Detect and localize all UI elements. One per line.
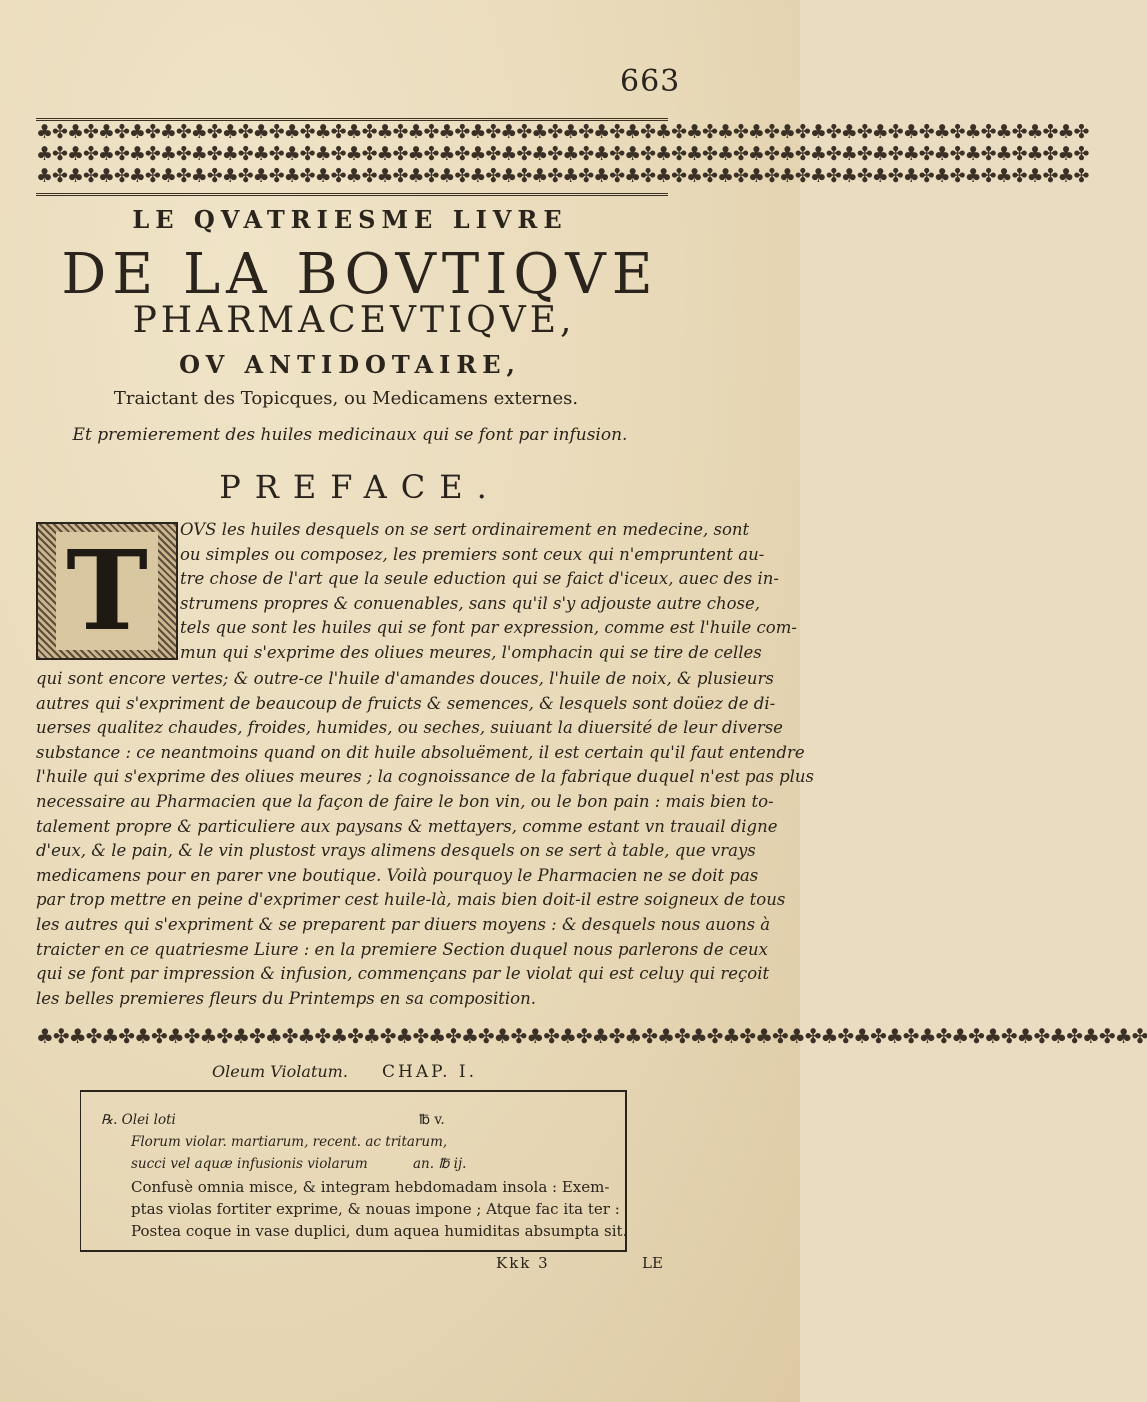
text-line-last: les belles premieres fleurs du Printemps en sa composition.	[36, 988, 536, 1008]
recipe-line-3: succi vel aquæ infusionis violarum	[131, 1156, 368, 1172]
text-line: par trop mettre en peine d'exprimer cest huile-là, mais bien doit-il estre soigneux de tous	[36, 890, 786, 910]
text-line: mun qui s'exprime des oliues meures, l'omphacin qui se tire de celles	[180, 642, 762, 662]
ornament-row: ♣✤♣✤♣✤♣✤♣✤♣✤♣✤♣✤♣✤♣✤♣✤♣✤♣✤♣✤♣✤♣✤♣✤♣✤♣✤♣✤♣✤♣✤♣✤♣✤♣✤♣✤♣✤♣✤♣✤♣✤♣✤♣✤♣✤♣✤	[36, 121, 1089, 143]
recipe-text-line: ptas violas fortiter exprime, & nouas impone ; Atque fac ita ter :	[131, 1200, 620, 1218]
signature-mark: Kkk 3	[496, 1254, 550, 1272]
recipe-line-2: Florum violar. martiarum, recent. ac tritarum,	[131, 1134, 448, 1150]
ornamental-divider: ♣✤♣✤♣✤♣✤♣✤♣✤♣✤♣✤♣✤♣✤♣✤♣✤♣✤♣✤♣✤♣✤♣✤♣✤♣✤♣✤♣✤♣✤♣✤♣✤♣✤♣✤♣✤♣✤♣✤♣✤♣✤♣✤♣✤♣✤	[36, 1024, 1147, 1048]
text-line: traicter en ce quatriesme Liure : en la premiere Section duquel nous parlerons de ceux	[36, 939, 768, 959]
text-line: strumens propres & conuenables, sans qu'il s'y adjouste autre chose,	[180, 593, 761, 613]
chapter-label: CHAP. I.	[382, 1062, 478, 1082]
text-line: tels que sont les huiles qui se font par expression, comme est l'huile com-	[180, 618, 797, 638]
text-line: uerses qualitez chaudes, froides, humides, ou seches, suiuant la diuersité de leur diverse	[36, 718, 783, 738]
text-line: autres qui s'expriment de beaucoup de fruicts & semences, & lesquels sont doüez de di-	[36, 693, 776, 713]
text-line: OVS les huiles desquels on se sert ordinairement en medecine, sont	[180, 520, 750, 539]
recipe-line-1: ℞. Olei loti	[101, 1112, 176, 1128]
title-line-4: OV ANTIDOTAIRE,	[179, 350, 521, 379]
text-line: qui se font par impression & infusion, commençans par le violat qui est celuy qui reçoit	[36, 964, 770, 984]
recipe-box	[80, 1090, 627, 1252]
preface-text-beside-initial	[180, 518, 797, 666]
text-line: tre chose de l'art que la seule eduction qui se faict d'iceux, auec des in-	[180, 569, 779, 589]
text-line: les autres qui s'expriment & se preparent par diuers moyens : & desquels nous auons à	[36, 914, 771, 934]
catchword: LE	[642, 1254, 663, 1272]
preface-heading: PREFACE.	[219, 468, 501, 506]
text-line: medicamens pour en parer vne boutique. Voilà pourquoy le Pharmacien ne se doit pas	[36, 865, 759, 885]
title-italic-line: Et premierement des huiles medicinaux qui se font par infusion.	[72, 425, 628, 445]
decorated-initial	[36, 522, 178, 660]
text-line: talement propre & particuliere aux paysans & mettayers, comme estant vn trauail digne	[36, 816, 778, 836]
text-line: l'huile qui s'exprime des oliues meures ; la cognoissance de la fabrique duquel n'est pas plus	[36, 767, 814, 787]
recipe-qty-3: an. ℔ ij.	[413, 1156, 467, 1172]
recipe-text-line: Confusè omnia misce, & integram hebdomadam insola : Exem-	[131, 1178, 610, 1196]
recipe-text-line: Postea coque in vase duplici, dum aquea humiditas absumpta sit.	[131, 1222, 628, 1240]
text-line: substance : ce neantmoins quand on dit huile absoluëment, il est certain qu'il faut entendre	[36, 742, 805, 762]
ornament-row: ♣✤♣✤♣✤♣✤♣✤♣✤♣✤♣✤♣✤♣✤♣✤♣✤♣✤♣✤♣✤♣✤♣✤♣✤♣✤♣✤♣✤♣✤♣✤♣✤♣✤♣✤♣✤♣✤♣✤♣✤♣✤♣✤♣✤♣✤	[36, 143, 1089, 165]
text-line: d'eux, & le pain, & le vin plustost vrays alimens desquels on se sert à table, que vrays	[36, 841, 756, 861]
ornamental-headpiece	[36, 118, 1089, 196]
title-line-2: DE LA BOVTIQVE	[61, 242, 659, 307]
title-line-1: LE QVATRIESME LIVRE	[132, 205, 568, 234]
page-number: 663	[620, 64, 681, 99]
recipe-qty-1: ℔ v.	[419, 1112, 445, 1128]
preface-text	[36, 667, 814, 1011]
text-line: ou simples ou composez, les premiers sont ceux qui n'empruntent au-	[180, 544, 765, 564]
chapter-title: Oleum Violatum.	[212, 1062, 348, 1081]
text-line: necessaire au Pharmacien que la façon de faire le bon vin, ou le bon pain : mais bien to-	[36, 791, 774, 811]
text-line: qui sont encore vertes; & outre-ce l'huile d'amandes douces, l'huile de noix, & plusieurs	[36, 669, 774, 688]
title-line-3: PHARMACEVTIQVE,	[132, 300, 576, 341]
ornament-row: ♣✤♣✤♣✤♣✤♣✤♣✤♣✤♣✤♣✤♣✤♣✤♣✤♣✤♣✤♣✤♣✤♣✤♣✤♣✤♣✤♣✤♣✤♣✤♣✤♣✤♣✤♣✤♣✤♣✤♣✤♣✤♣✤♣✤♣✤	[36, 165, 1089, 187]
initial-letter: T	[56, 532, 158, 650]
title-subtitle: Traictant des Topicques, ou Medicamens externes.	[113, 388, 579, 409]
